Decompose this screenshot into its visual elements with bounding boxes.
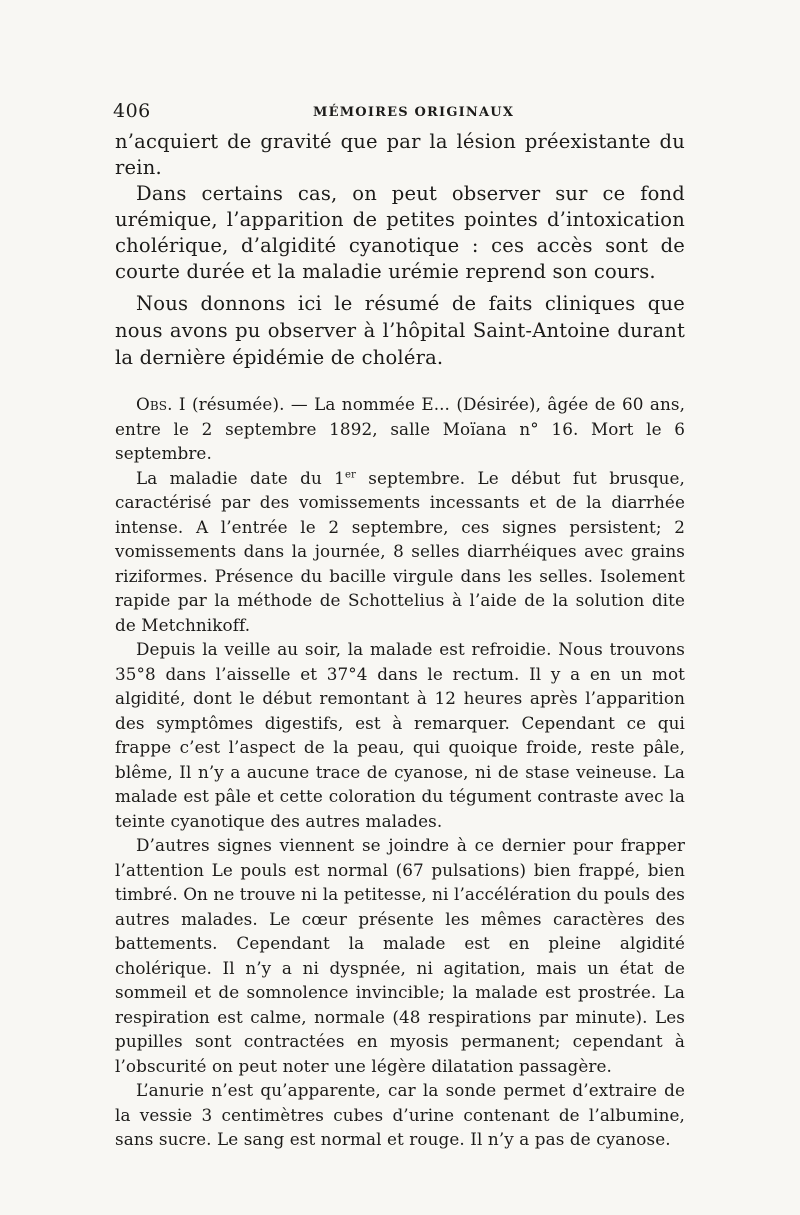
observation-p2-rest: septembre. Le début fut brusque, caractérisé par des vomissements incessants et de la diarrhée intense. A l’entrée le 2 septembre, ces signes persistent; 2 vomissements dans la journée, 8 selles diarrhéiques avec grains riziformes. Présence du bacille virgule dans les selles. Isolement rapide par la méthode de Schottelius à l’aide de la solution dite de Metchnikoff. xyxy=(115,467,685,635)
page-header xyxy=(113,100,698,124)
paragraph-lead: Nous donnons ici le résumé de faits cliniques que nous avons pu observer à l’hôpital Saint-Antoine durant la dernière épidémie de choléra. xyxy=(115,292,685,369)
paragraph-continuation: n’acquiert de gravité que par la lésion préexistante du rein. xyxy=(115,130,685,179)
observation-paragraph-5: L’anurie n’est qu’apparente, car la sonde permet d’extraire de la vessie 3 centimètres cubes d’urine contenant de l’albumine, sans sucre. Le sang est normal et rouge. Il n’y a pas de cyanose. xyxy=(115,1080,685,1149)
lead-paragraph xyxy=(115,290,685,371)
observation-p2-start: La maladie date du 1 xyxy=(136,467,345,488)
observation-intro: I (résumée). — La nommée E... (Désirée), âgée de 60 ans, entre le 2 septembre 1892, salle Moïana n° 16. Mort le 6 septembre. xyxy=(115,394,685,463)
observation-heading-paragraph xyxy=(115,392,685,466)
observation-paragraph-2 xyxy=(115,466,685,638)
observation-paragraph-3: Depuis la veille au soir, la malade est refroidie. Nous trouvons 35°8 dans l’aisselle et 37°4 dans le rectum. Il y a en un mot algidité, dont le début remontant à 12 heures après l’apparition des symptômes digestifs, est à remarquer. Cependant ce qui frappe c’est l’aspect de la peau, qui quoique froide, reste pâle, blême, Il n’y a aucune trace de cyanose, ni de stase veineuse. La malade est pâle et cette coloration du tégument contraste avec la teinte cyanotique des autres malades. xyxy=(115,639,685,831)
running-head: MÉMOIRES ORIGINAUX xyxy=(313,105,515,120)
observation-section xyxy=(115,392,685,1152)
observation-paragraph-4: D’autres signes viennent se joindre à ce dernier pour frapper l’attention Le pouls est normal (67 pulsations) bien frappé, bien timbré. On ne trouve ni la petitesse, ni l’accélération du pouls des autres malades. Le cœur présente les mêmes caractères des battements. Cependant la malade est en pleine algidité cholérique. Il n’y a ni dyspnée, ni agitation, mais un état de sommeil et de somnolence invincible; la malade est prostrée. La respiration est calme, normale (48 respirations par minute). Les pupilles sont contractées en myosis permanent; cependant à l’obscurité on peut noter une légère dilatation passagère. xyxy=(115,835,685,1076)
page-number: 406 xyxy=(113,100,151,122)
ordinal-superscript: er xyxy=(344,468,356,480)
intro-text xyxy=(115,129,685,285)
observation-label: Obs. xyxy=(136,394,173,414)
paragraph-uremie: Dans certains cas, on peut observer sur ce fond urémique, l’apparition de petites pointes d’intoxication cholérique, d’algidité cyanotique : ces accès sont de courte durée et la maladie urémie reprend son cours. xyxy=(115,182,685,283)
